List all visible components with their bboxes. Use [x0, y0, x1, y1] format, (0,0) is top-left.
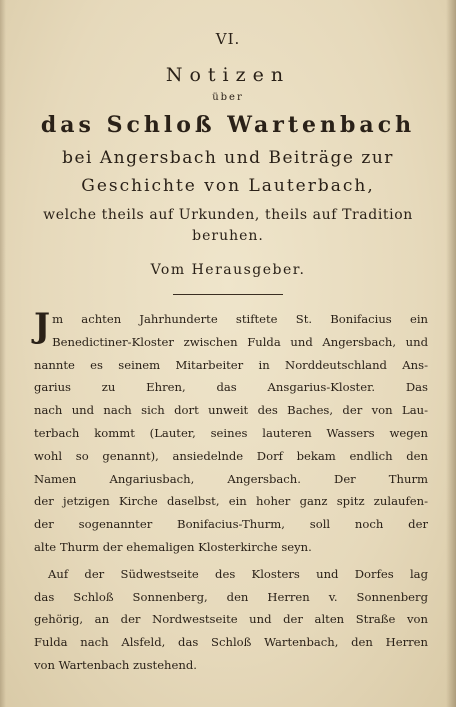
- paragraph-1: [34, 308, 428, 559]
- text-line: von Wartenbach zustehend.: [34, 657, 197, 672]
- text-line: der jetzigen Kirche daselbst, ein hoher ganz spitz zulaufen-: [34, 494, 428, 509]
- text-line: nach und nach sich dort unweit des Baches, der von Lau-: [34, 403, 428, 418]
- text-line: Benedictiner-Kloster zwischen Fulda und Angersbach, und: [52, 334, 428, 349]
- text-line: m achten Jahrhunderte stiftete St. Bonifacius ein: [52, 312, 428, 326]
- title-ueber: über: [212, 92, 244, 103]
- title-line-3: bei Angersbach und Beiträge zur: [62, 148, 394, 168]
- text-line: garius zu Ehren, das Ansgarius-Kloster. Das: [34, 380, 428, 395]
- text-line: das Schloß Sonnenberg, den Herren v. Sonnenberg: [34, 589, 428, 604]
- chapter-number: VI.: [215, 30, 241, 48]
- title-notizen: Notizen: [165, 64, 291, 86]
- text-line: Namen Angariusbach, Angersbach. Der Thurm: [34, 471, 428, 486]
- text-line: gehörig, an der Nordwestseite und der alten Straße von: [34, 612, 428, 627]
- text-line: Fulda nach Alsfeld, das Schloß Wartenbach, den Herren: [34, 635, 428, 650]
- title-line-5: welche theils auf Urkunden, theils auf Tradition: [43, 207, 413, 223]
- title-main: das Schloß Wartenbach: [40, 112, 416, 138]
- text-line: der sogenannter Bonifacius-Thurm, soll noch der: [34, 517, 428, 532]
- paragraph-2: [34, 563, 428, 677]
- text-line: nannte es seinem Mitarbeiter in Norddeutschland Ans-: [34, 357, 428, 372]
- page-left-shadow: [0, 0, 6, 707]
- drop-cap: J: [34, 306, 51, 346]
- byline: Vom Herausgeber.: [150, 262, 306, 278]
- page-right-shadow: [446, 0, 456, 707]
- text-line: alte Thurm der ehemaligen Klosterkirche seyn.: [34, 539, 312, 554]
- text-line: Auf der Südwestseite des Klosters und Dorfes lag: [48, 566, 428, 581]
- body-text: [34, 308, 428, 677]
- title-line-4: Geschichte von Lauterbach,: [81, 176, 375, 196]
- text-line: terbach kommt (Lauter, seines lauteren Wassers wegen: [34, 425, 428, 440]
- divider-rule: [173, 294, 283, 295]
- title-line-6: beruhen.: [192, 228, 264, 244]
- text-line: wohl so genannt), ansiedelnde Dorf bekam endlich den: [34, 448, 428, 463]
